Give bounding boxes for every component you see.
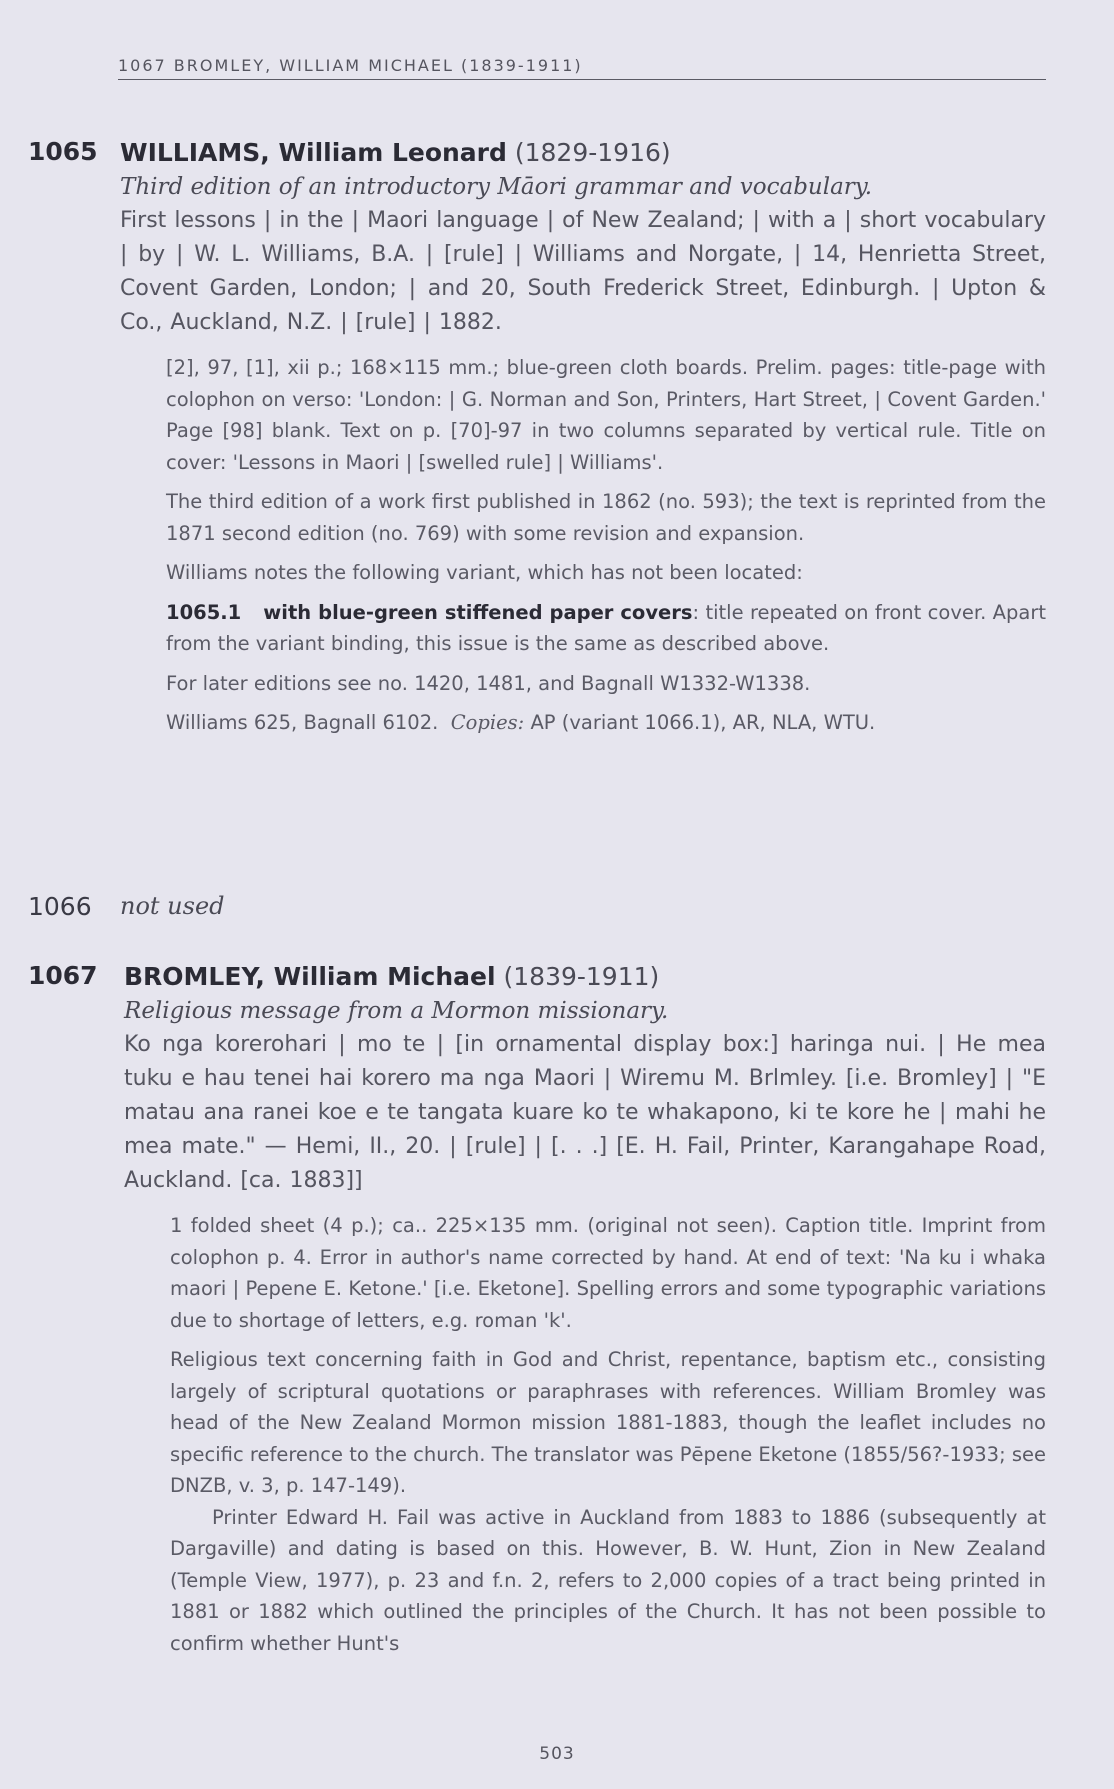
author-dates: (1829-1916) (514, 138, 671, 167)
entry-number: 1065 (28, 137, 98, 166)
references: Williams 625, Bagnall 6102. (166, 711, 439, 734)
entry-notes (170, 1210, 1046, 1659)
author-dates: (1839-1911) (503, 962, 660, 991)
descriptive-title: Third edition of an introductory Māori grammar and vocabulary. (120, 174, 873, 200)
author-name: WILLIAMS, William Leonard (120, 138, 507, 167)
later-editions-note: For later editions see no. 1420, 1481, and Bagnall W1332-W1338. (166, 671, 811, 695)
variant-intro: Williams notes the following variant, which has not been located: (166, 561, 803, 584)
copies-list: AP (variant 1066.1), AR, NLA, WTU. (530, 711, 876, 734)
collation-note: 1 folded sheet (4 p.); ca.. 225×135 mm. (original not seen). Caption title. Imprint from colophon p. 4. Error in author's name corrected by hand. At end of text: 'Na ku i whaka maori | Pepene E. Ketone.' [i.e. Eketone]. Spelling errors and some typographic variations due to shortage of letters, e.g. roman 'k'. (170, 1214, 1046, 1332)
entry-heading (124, 960, 1046, 994)
title-transcription: First lessons | in the | Maori language | of New Zealand; | with a | short vocabulary | by | W. L. Williams, B.A. | [rule] | Williams and Norgate, | 14, Henrietta Street, Covent Garden, London; | and 20, South Frederick Street, Edinburgh. | Upton & Co., Auckland, N.Z. | [rule] | 1882. (120, 208, 1046, 335)
entry-body (124, 960, 1046, 1667)
entry-number: 1067 (28, 961, 98, 990)
content-note: Religious text concerning faith in God and Christ, repentance, baptism etc., consisting largely of scriptural quotations or paraphrases with references. William Bromley was head of the New Zealand Mormon mission 1881-1883, though the leaflet includes no specific reference to the church. The translator was Pēpene Eketone (1855/56?-1933; see DNZB, v. 3, p. 147-149). (170, 1348, 1046, 1497)
variant-label: with blue-green stiffened paper covers (263, 600, 693, 624)
variant-text: : title repeated on front cover. Apart from the variant binding, this issue is the same as described above. (166, 600, 1046, 655)
entry-status: not used (120, 892, 225, 920)
page-number: 503 (539, 1744, 575, 1764)
running-head: 1067 BROMLEY, WILLIAM MICHAEL (1839-1911) (118, 56, 1046, 80)
copies-label: Copies: (450, 711, 525, 734)
printer-note: Printer Edward H. Fail was active in Auckland from 1883 to 1886 (subsequently at Dargaville) and dating is based on this. However, B. W. Hunt, Zion in New Zealand (Temple View, 1977), p. 23 and f.n. 2, refers to 2,000 copies of a tract being printed in 1881 or 1882 which outlined the principles of the Church. It has not been possible to confirm whether Hunt's (170, 1505, 1046, 1655)
entry-body (120, 136, 1046, 747)
variant-number: 1065.1 (166, 600, 242, 624)
history-note: The third edition of a work first published in 1862 (no. 593); the text is reprinted from the 1871 second edition (no. 769) with some revision and expansion. (166, 490, 1046, 545)
variant-entry (166, 597, 1046, 660)
entry-number: 1066 (28, 892, 92, 921)
descriptive-title: Religious message from a Mormon missionary. (124, 998, 669, 1024)
entry-notes (166, 352, 1046, 739)
title-transcription: Ko nga korerohari | mo te | [in ornamental display box:] haringa nui. | He mea tuku e hau tenei hai korero ma nga Maori | Wiremu M. Brlmley. [i.e. Bromley] | "E matau ana ranei koe e te tangata kuare ko te whakapono, ki te kore he | mahi he mea mate." — Hemi, II., 20. | [rule] | [. . .] [E. H. Fail, Printer, Karangahape Road, Auckland. [ca. 1883]] (124, 1032, 1046, 1193)
references-line (166, 707, 1046, 739)
collation-note: [2], 97, [1], xii p.; 168×115 mm.; blue-green cloth boards. Prelim. pages: title-page with colophon on verso: 'London: | G. Norman and Son, Printers, Hart Street, | Covent Garden.' Page [98] blank. Text on p. [70]-97 in two columns separated by vertical rule. Title on cover: 'Lessons in Maori | [swelled rule] | Williams'. (166, 356, 1046, 474)
entry-heading (120, 136, 1046, 170)
author-name: BROMLEY, William Michael (124, 962, 496, 991)
